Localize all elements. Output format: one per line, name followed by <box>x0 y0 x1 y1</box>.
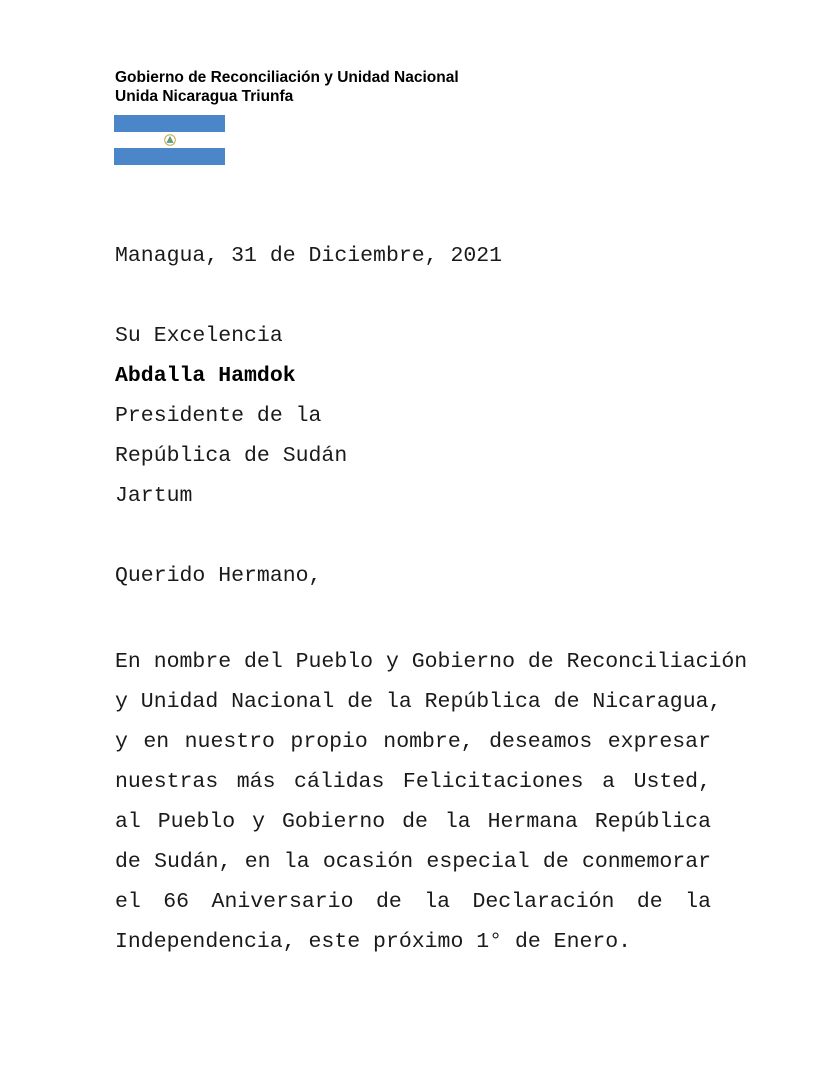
flag-bottom-band <box>114 148 225 165</box>
letterhead <box>115 68 459 106</box>
coat-of-arms-icon <box>163 134 177 146</box>
paragraph-line: y en nuestro propio nombre, deseamos expresar <box>115 730 711 754</box>
letter-greeting: Querido Hermano, <box>115 564 322 588</box>
salutation-title: Su Excelencia <box>115 324 283 348</box>
paragraph-line: Independencia, este próximo 1° de Enero. <box>115 930 632 954</box>
letter-body-paragraph <box>115 642 748 962</box>
letter-date: Managua, 31 de Diciembre, 2021 <box>115 244 503 268</box>
letterhead-slogan: Unida Nicaragua Triunfa <box>115 88 294 105</box>
paragraph-line: al Pueblo y Gobierno de la Hermana República <box>115 810 711 834</box>
recipient-role-line-1: Presidente de la <box>115 404 322 428</box>
paragraph-line: En nombre del Pueblo y Gobierno de Reconciliación <box>115 650 748 674</box>
paragraph-line: nuestras más cálidas Felicitaciones a Usted, <box>115 770 711 794</box>
nicaragua-flag-icon <box>114 115 225 165</box>
recipient-role-line-2: República de Sudán <box>115 444 348 468</box>
paragraph-line: y Unidad Nacional de la República de Nicaragua, <box>115 690 722 714</box>
flag-middle-band <box>114 132 225 149</box>
recipient-city: Jartum <box>115 484 193 508</box>
recipient-name: Abdalla Hamdok <box>115 364 296 388</box>
paragraph-line: el 66 Aniversario de la Declaración de la <box>115 890 711 914</box>
flag-top-band <box>114 115 225 132</box>
letterhead-government-name: Gobierno de Reconciliación y Unidad Nacional <box>115 69 459 86</box>
paragraph-line: de Sudán, en la ocasión especial de conmemorar <box>115 850 711 874</box>
